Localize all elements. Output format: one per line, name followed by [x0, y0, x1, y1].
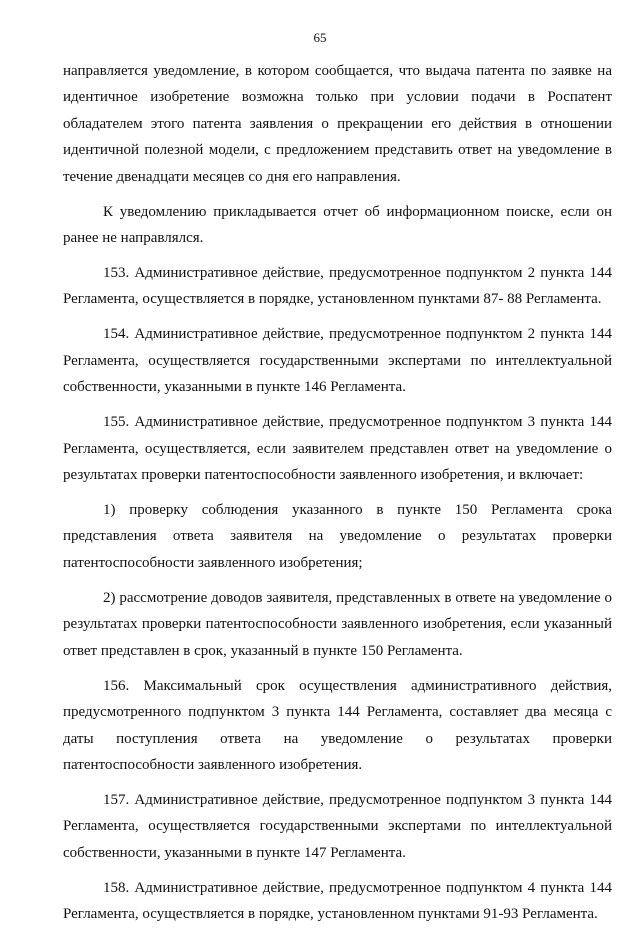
- paragraph-155: 155. Административное действие, предусмотренное подпунктом 3 пункта 144 Регламента, осуществляется, если заявителем представлен ответ на уведомление о результатах проверки патентоспособности заявленного изобретения, и включает:: [63, 414, 612, 484]
- page-number: 65: [313, 30, 327, 45]
- paragraph-158: 158. Административное действие, предусмотренное подпунктом 4 пункта 144 Регламента, осуществляется в порядке, установленном пунктами 91-93 Регламента.: [63, 879, 612, 923]
- paragraph-155-item-1: 1) проверку соблюдения указанного в пункте 150 Регламента срока представления ответа заявителя на уведомление о результатах проверки патентоспособности заявленного изобретения;: [63, 502, 612, 571]
- paragraph-continuation: направляется уведомление, в котором сообщается, что выдача патента по заявке на идентичное изобретение возможна только при условии подачи в Роспатент обладателем этого патента заявления о прекращении его действия в отношении идентичной полезной модели, с предложением представить ответ на уведомление в течение двенадцати месяцев со дня его направления.: [63, 63, 612, 185]
- paragraph-156: 156. Максимальный срок осуществления административного действия, предусмотренного подпунктом 3 пункта 144 Регламента, составляет два месяца с даты поступления ответа на уведомление о результатах проверки патентоспособности заявленного изобретения.: [63, 677, 612, 773]
- paragraph-157: 157. Административное действие, предусмотренное подпунктом 3 пункта 144 Регламента, осуществляется государственными экспертами по интеллектуальной собственности, указанными в пункте 147 Регламента.: [63, 791, 612, 861]
- paragraph-153: 153. Административное действие, предусмотренное подпунктом 2 пункта 144 Регламента, осуществляется в порядке, установленном пунктами 87- 88 Регламента.: [63, 265, 612, 308]
- paragraph-155-item-2: 2) рассмотрение доводов заявителя, представленных в ответе на уведомление о результатах проверки патентоспособности заявленного изобретения, если указанный ответ представлен в срок, указанный в пункте 150 Регламента.: [63, 589, 612, 659]
- paragraph-154: 154. Административное действие, предусмотренное подпунктом 2 пункта 144 Регламента, осуществляется государственными экспертами по интеллектуальной собственности, указанными в пункте 146 Регламента.: [63, 326, 612, 396]
- body-text: [63, 58, 612, 928]
- paragraph-report-attachment: К уведомлению прикладывается отчет об информационном поиске, если он ранее не направлялся.: [63, 203, 612, 247]
